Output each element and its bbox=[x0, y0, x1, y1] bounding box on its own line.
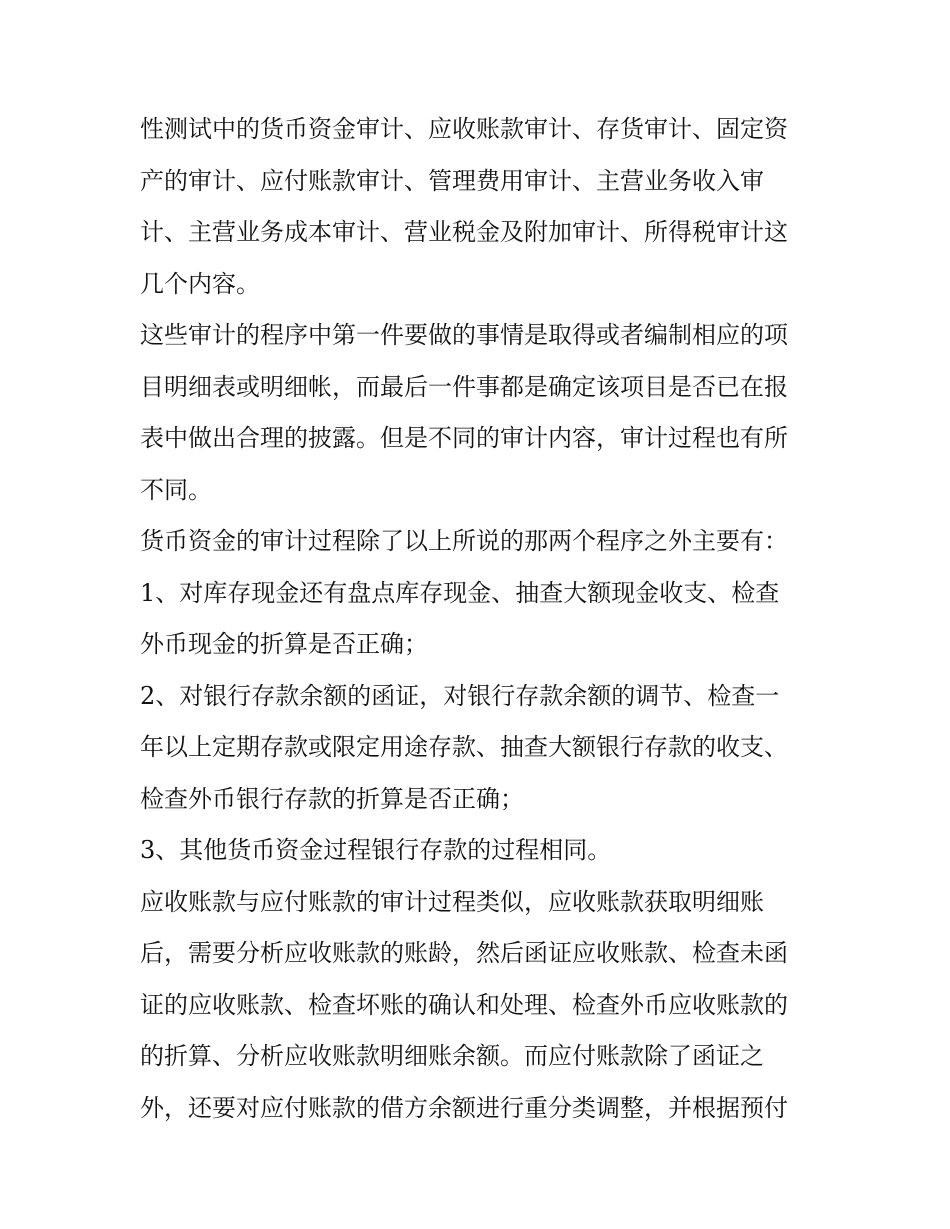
text-line: 2、对银行存款余额的函证，对银行存款余额的调节、检查一 bbox=[140, 681, 780, 710]
text-line: 几个内容。 bbox=[140, 269, 260, 298]
list-item-bank-deposits bbox=[140, 671, 820, 826]
paragraph-receivables-payables bbox=[140, 877, 820, 1135]
text-line: 3、其他货币资金过程银行存款的过程相同。 bbox=[140, 836, 612, 864]
text-line: 外币现金的折算是否正确； bbox=[140, 630, 428, 658]
paragraph-audit-scope bbox=[140, 104, 820, 310]
text-line: 检查外币银行存款的折算是否正确； bbox=[140, 784, 524, 813]
text-line: 产的审计、应付账款审计、管理费用审计、主营业务收入审 bbox=[140, 166, 764, 195]
paragraph-cash-audit-intro bbox=[140, 516, 820, 568]
text-line: 目明细表或明细帐，而最后一件事都是确定该项目是否已在报 bbox=[140, 372, 788, 401]
text-line: 性测试中的货币资金审计、应收账款审计、存货审计、固定资 bbox=[140, 115, 788, 143]
text-line: 这些审计的程序中第一件要做的事情是取得或者编制相应的项 bbox=[140, 321, 788, 349]
document-body bbox=[140, 104, 820, 1134]
paragraph-audit-procedure bbox=[140, 310, 820, 516]
text-line: 计、主营业务成本审计、营业税金及附加审计、所得税审计这 bbox=[140, 218, 788, 246]
text-line: 不同。 bbox=[140, 475, 212, 504]
text-line: 应收账款与应付账款的审计过程类似，应收账款获取明细账 bbox=[140, 887, 764, 916]
list-item-cash-on-hand bbox=[140, 568, 820, 671]
text-line: 的折算、分析应收账款明细账余额。而应付账款除了函证之 bbox=[140, 1042, 764, 1070]
text-line: 外，还要对应付账款的借方余额进行重分类调整，并根据预付 bbox=[140, 1093, 788, 1122]
text-line: 1、对库存现金还有盘点库存现金、抽查大额现金收支、检查 bbox=[140, 578, 780, 607]
list-item-other-funds bbox=[140, 825, 820, 877]
text-line: 年以上定期存款或限定用途存款、抽查大额银行存款的收支、 bbox=[140, 733, 788, 761]
text-line: 证的应收账款、检查坏账的确认和处理、检查外币应收账款的 bbox=[140, 990, 788, 1019]
text-line: 表中做出合理的披露。但是不同的审计内容，审计过程也有所 bbox=[140, 424, 788, 452]
text-line: 后，需要分析应收账款的账龄，然后函证应收账款、检查未函 bbox=[140, 939, 788, 967]
text-line: 货币资金的审计过程除了以上所说的那两个程序之外主要有： bbox=[140, 527, 788, 555]
